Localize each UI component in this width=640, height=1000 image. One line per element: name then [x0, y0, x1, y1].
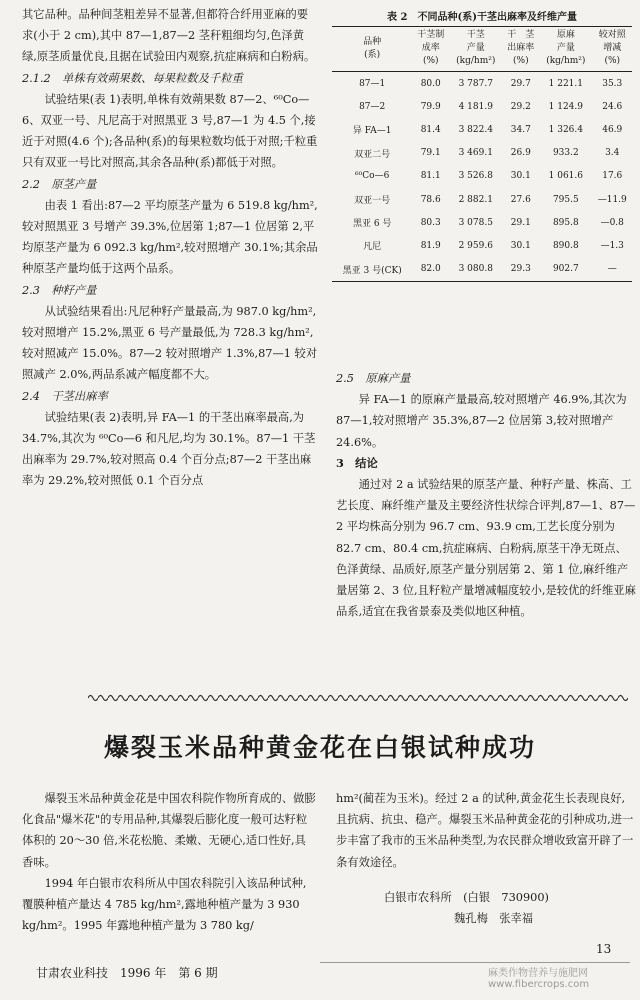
table-cell: 29.7: [510, 78, 531, 89]
table-cell: 34.7: [510, 124, 531, 135]
table-cell: 29.1: [510, 217, 531, 228]
page-number: 13: [596, 942, 612, 956]
table-row: [332, 72, 632, 96]
table-cell: —: [607, 264, 617, 275]
section-2-4-heading: 2.4 干茎出麻率: [22, 389, 108, 403]
article-affiliation: 白银市农科所 (白银 730900): [384, 890, 549, 904]
table-cell: 1 326.4: [548, 124, 583, 135]
table-cell: 80.3: [420, 217, 441, 228]
table-row: [332, 234, 632, 257]
article-authors: 魏孔梅 张幸福: [454, 912, 534, 926]
table-cell: 4 181.9: [458, 101, 493, 112]
table-2-title: 表 2 不同品种(系)干茎出麻率及纤维产量: [387, 12, 577, 23]
table-row: [332, 95, 632, 118]
section-3-heading: 3 结论: [336, 455, 378, 470]
table-cell: 795.5: [552, 194, 579, 205]
section-2-2-body: 由表 1 看出:87—2 平均原茎产量为 6 519.8 kg/hm²,较对照黑亚 3 号增产 39.3%,位居第 1;87—1 位居第 2,平均原茎产量为 6 092.3 kg/hm²,较对照增产 30.1%;其余品种原茎产量均低于这两个品系。: [22, 198, 318, 276]
header-fiber-rate: 干 茎 出麻率 (%): [502, 27, 539, 72]
table-cell: 3 469.1: [458, 148, 493, 159]
table-body: [332, 72, 632, 282]
wavy-divider: [88, 692, 628, 704]
watermark: 麻类作物营养与施肥网 www.fibercrops.com: [488, 968, 590, 990]
table-row: [332, 258, 632, 282]
table-cell: 2 882.1: [458, 194, 493, 205]
header-dry-stem-yield: 干茎 产量 (kg/hm²): [449, 27, 502, 72]
table-cell: 933.2: [552, 148, 579, 159]
table-cell: —1.3: [600, 240, 624, 251]
table-cell: 3 822.4: [458, 124, 493, 135]
table-cell: —11.9: [597, 194, 627, 205]
section-2-5-body: 异 FA—1 的原麻产量最高,较对照增产 46.9%,其次为 87—1,较对照增产 35.3%,87—2 位居第 3,较对照增产 24.6%。: [336, 393, 627, 449]
table-cell: 87—1: [359, 78, 386, 89]
table-header-row: [332, 27, 632, 72]
table-cell: 902.7: [552, 264, 579, 275]
header-dry-stem-rate: 干茎制 成率 (%): [412, 27, 449, 72]
table-cell: 1 061.6: [548, 171, 583, 182]
table-cell: 24.6: [602, 101, 623, 112]
table-cell: —0.8: [600, 217, 624, 228]
section-2-2-heading: 2.2 原茎产量: [22, 177, 97, 191]
footer-rule: [320, 962, 630, 963]
table-cell: 异 FA—1: [352, 126, 392, 137]
section-3-body: 通过对 2 a 试验结果的原茎产量、种籽产量、株高、工艺长度、麻纤维产量及主要经济性状综合评判,87—1、87—2 平均株高分别为 96.7 cm、93.9 cm,工艺长度分别为 82.7 cm、80.4 cm,抗症麻病、白粉病,原茎干净无斑点、色泽黄绿、品质好,原茎产量分别居第 2、第 1 位,麻纤维产量居第 2、3 位,且籽粒产量增减幅度较小,是较优的纤维亚麻品系,适宜在我省景泰及类似地区种植。: [336, 478, 636, 619]
table-cell: 29.3: [510, 264, 531, 275]
table-cell: 3.4: [605, 148, 620, 159]
table-row: [332, 118, 632, 141]
table-2-grid: [332, 26, 632, 282]
table-cell: 3 078.5: [458, 217, 493, 228]
table-cell: 双亚二号: [354, 149, 391, 160]
left-column: [22, 4, 318, 492]
right-column: [336, 368, 636, 622]
table-row: [332, 165, 632, 188]
table-cell: 29.2: [510, 101, 531, 112]
table-cell: 凡尼: [363, 242, 382, 253]
table-cell: 3 526.8: [458, 171, 493, 182]
section-2-5-heading: 2.5 原麻产量: [336, 372, 411, 385]
header-change-vs-ck: 较对照 增减 (%): [592, 27, 632, 72]
table-cell: 80.0: [420, 78, 441, 89]
table-row: [332, 211, 632, 234]
article-paragraph-2: 1994 年白银市农科所从中国农科院引入该品种试种,覆膜种植产量达 4 785 kg/hm²,露地种植产量为 3 930 kg/hm²。1995 年露地种植产量为 3 780 kg/: [22, 876, 307, 933]
table-cell: 黑亚 3 号(CK): [342, 265, 402, 276]
article-title: 爆裂玉米品种黄金花在白银试种成功: [103, 733, 536, 762]
section-2-3-body: 从试验结果看出:凡尼种籽产量最高,为 987.0 kg/hm²,较对照增产 15.2%,黑亚 6 号产量最低,为 728.3 kg/hm²,较对照减产 15.0%。87—2 较对照增产 1.3%,87—1 较对照减产 2.0%,两品系减产幅度都不大。: [22, 304, 318, 382]
table-cell: 890.8: [552, 240, 579, 251]
table-cell: 黑亚 6 号: [352, 219, 392, 230]
table-cell: 2 959.6: [458, 240, 493, 251]
journal-footer: 甘肃农业科技 1996 年 第 6 期: [36, 966, 218, 980]
table-cell: 27.6: [510, 194, 531, 205]
table-cell: 78.6: [420, 194, 441, 205]
header-cultivar: 品种 (系): [332, 27, 412, 72]
section-2-1-2-heading: 2.1.2 单株有效蒴果数、每果粒数及千粒重: [22, 71, 243, 85]
table-cell: 3 080.8: [458, 264, 493, 275]
table-cell: 79.1: [420, 148, 441, 159]
article-right-column: [336, 788, 634, 929]
table-cell: 3 787.7: [458, 78, 493, 89]
table-row: [332, 142, 632, 165]
header-raw-fiber-yield: 原麻 产量 (kg/hm²): [539, 27, 592, 72]
table-cell: 81.4: [420, 124, 441, 135]
table-cell: 895.8: [552, 217, 579, 228]
table-cell: 17.6: [602, 171, 623, 182]
section-2-4-body: 试验结果(表 2)表明,异 FA—1 的干茎出麻率最高,为 34.7%,其次为 ⁶⁰Co—6 和凡尼,均为 30.1%。87—1 干茎出麻率为 29.7%,较对照高 0.4 个百分点;87—2 干茎出麻率为 29.2%,较对照低 0.1 个百分点: [22, 410, 316, 488]
table-cell: 双亚一号: [354, 196, 391, 207]
table-cell: ⁶⁰Co—6: [355, 171, 390, 182]
article-paragraph-3: hm²(蔺茬为玉米)。经过 2 a 的试种,黄金花生长表现良好,且抗病、抗虫、稳产。爆裂玉米品种黄金花的引种成功,进一步丰富了我市的玉米品种类型,为农民群众增收致富开辟了一条有效途径。: [336, 792, 634, 869]
table-cell: 81.1: [420, 171, 441, 182]
section-2-1-2-body: 试验结果(表 1)表明,单株有效蒴果数 87—2、⁶⁰Co—6、双亚一号、凡尼高于对照黑亚 3 号,87—1 为 4.5 个,接近于对照(4.6 个);各品种(系)的每果粒数均低于对照;千粒重只有双亚一号比对照高,其余各品种(系)都低于对照。: [22, 92, 318, 170]
table-cell: 46.9: [602, 124, 623, 135]
table-cell: 81.9: [420, 240, 441, 251]
table-cell: 87—2: [359, 101, 386, 112]
table-cell: 30.1: [510, 171, 531, 182]
table-cell: 30.1: [510, 240, 531, 251]
table-cell: 1 221.1: [548, 78, 583, 89]
table-cell: 79.9: [420, 101, 441, 112]
table-cell: 82.0: [420, 264, 441, 275]
article-left-column: [22, 788, 316, 936]
table-row: [332, 188, 632, 211]
table-cell: 35.3: [602, 78, 623, 89]
table-2: [332, 8, 632, 282]
paragraph-intro: 其它品种。品种间茎粗差异不显著,但都符合纤用亚麻的要求(小于 2 cm),其中 87—1,87—2 茎秆粗细均匀,色泽黄绿,原茎质量优良,且据在试验田内观察,抗症麻病和白粉病。: [22, 8, 316, 64]
section-2-3-heading: 2.3 种籽产量: [22, 283, 97, 297]
table-cell: 1 124.9: [548, 101, 583, 112]
article-paragraph-1: 爆裂玉米品种黄金花是中国农科院作物所育成的、做膨化食品"爆米花"的专用品种,其爆裂后膨化度一般可达籽粒体积的 20～30 倍,米花松脆、柔嫩、无硬心,适口性好,具香味。: [22, 792, 316, 869]
table-cell: 26.9: [510, 148, 531, 159]
